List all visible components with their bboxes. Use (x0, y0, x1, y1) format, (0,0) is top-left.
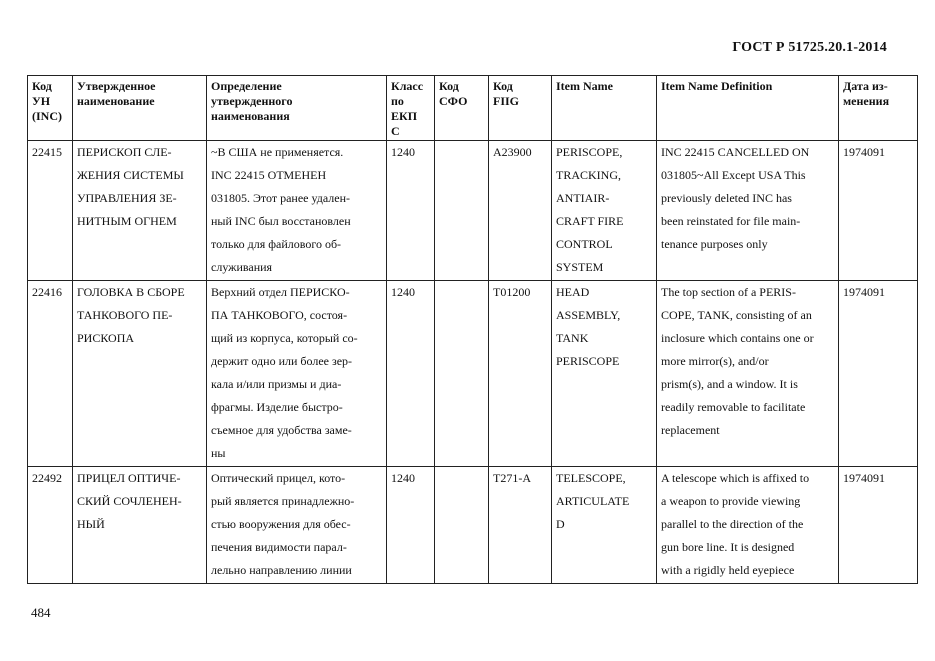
cell-item-name-definition: INC 22415 CANCELLED ON 031805~All Except USA This previously deleted INC has been reinstated for file main- tenance purposes only (657, 141, 839, 281)
cell-class: 1240 (387, 141, 435, 281)
cell-change-date: 1974091 (839, 467, 918, 584)
cell-item-name: TELESCOPE, ARTICULATE D (552, 467, 657, 584)
document-standard-header: ГОСТ Р 51725.20.1-2014 (732, 40, 887, 55)
column-header-item-name-definition: Item Name Definition (657, 76, 839, 141)
cell-change-date: 1974091 (839, 281, 918, 467)
cell-item-name: PERISCOPE, TRACKING, ANTIAIR- CRAFT FIRE CONTROL SYSTEM (552, 141, 657, 281)
table-row (28, 467, 918, 584)
table-header-row (28, 76, 918, 141)
cell-approved-name: ПРИЦЕЛ ОПТИЧЕ- СКИЙ СОЧЛЕНЕН- НЫЙ (73, 467, 207, 584)
cell-fiig: T01200 (489, 281, 552, 467)
cell-fiig: A23900 (489, 141, 552, 281)
cell-approved-name: ПЕРИСКОП СЛЕ- ЖЕНИЯ СИСТЕМЫ УПРАВЛЕНИЯ ЗЕ- НИТНЫМ ОГНЕМ (73, 141, 207, 281)
cell-inc: 22415 (28, 141, 73, 281)
column-header-fiig: Код FIIG (489, 76, 552, 141)
catalog-table (27, 75, 918, 584)
column-header-change-date: Дата из- менения (839, 76, 918, 141)
column-header-item-name: Item Name (552, 76, 657, 141)
column-header-approved-name: Утвержденное наименование (73, 76, 207, 141)
cell-sfo (435, 281, 489, 467)
cell-definition: ~В США не применяется. INC 22415 ОТМЕНЕН 031805. Этот ранее удален- ный INC был восстановлен только для файлового об- служивания (207, 141, 387, 281)
cell-item-name-definition: A telescope which is affixed to a weapon to provide viewing parallel to the direction of the gun bore line. It is designed with a rigidly held eyepiece (657, 467, 839, 584)
cell-inc: 22416 (28, 281, 73, 467)
cell-sfo (435, 141, 489, 281)
cell-approved-name: ГОЛОВКА В СБОРЕ ТАНКОВОГО ПЕ- РИСКОПА (73, 281, 207, 467)
column-header-definition: Определение утвержденного наименования (207, 76, 387, 141)
cell-class: 1240 (387, 281, 435, 467)
column-header-inc: Код УН (INC) (28, 76, 73, 141)
cell-item-name-definition: The top section of a PERIS- COPE, TANK, consisting of an inclosure which contains one or more mirror(s), and/or prism(s), and a window. It is readily removable to facilitate replacement (657, 281, 839, 467)
column-header-sfo: Код СФО (435, 76, 489, 141)
cell-sfo (435, 467, 489, 584)
cell-inc: 22492 (28, 467, 73, 584)
cell-change-date: 1974091 (839, 141, 918, 281)
cell-definition: Верхний отдел ПЕРИСКО- ПА ТАНКОВОГО, состоя- щий из корпуса, который со- держит одно или более зер- кала и/или призмы и диа- фрагмы. Изделие быстро- съемное для удобства заме- ны (207, 281, 387, 467)
cell-class: 1240 (387, 467, 435, 584)
page-number: 484 (31, 605, 51, 620)
cell-definition: Оптический прицел, кото- рый является принадлежно- стью вооружения для обес- печения видимости парал- лельно направлению линии (207, 467, 387, 584)
column-header-class: Класс по ЕКП С (387, 76, 435, 141)
cell-item-name: HEAD ASSEMBLY, TANK PERISCOPE (552, 281, 657, 467)
table-row (28, 281, 918, 467)
cell-fiig: T271-A (489, 467, 552, 584)
table-row (28, 141, 918, 281)
